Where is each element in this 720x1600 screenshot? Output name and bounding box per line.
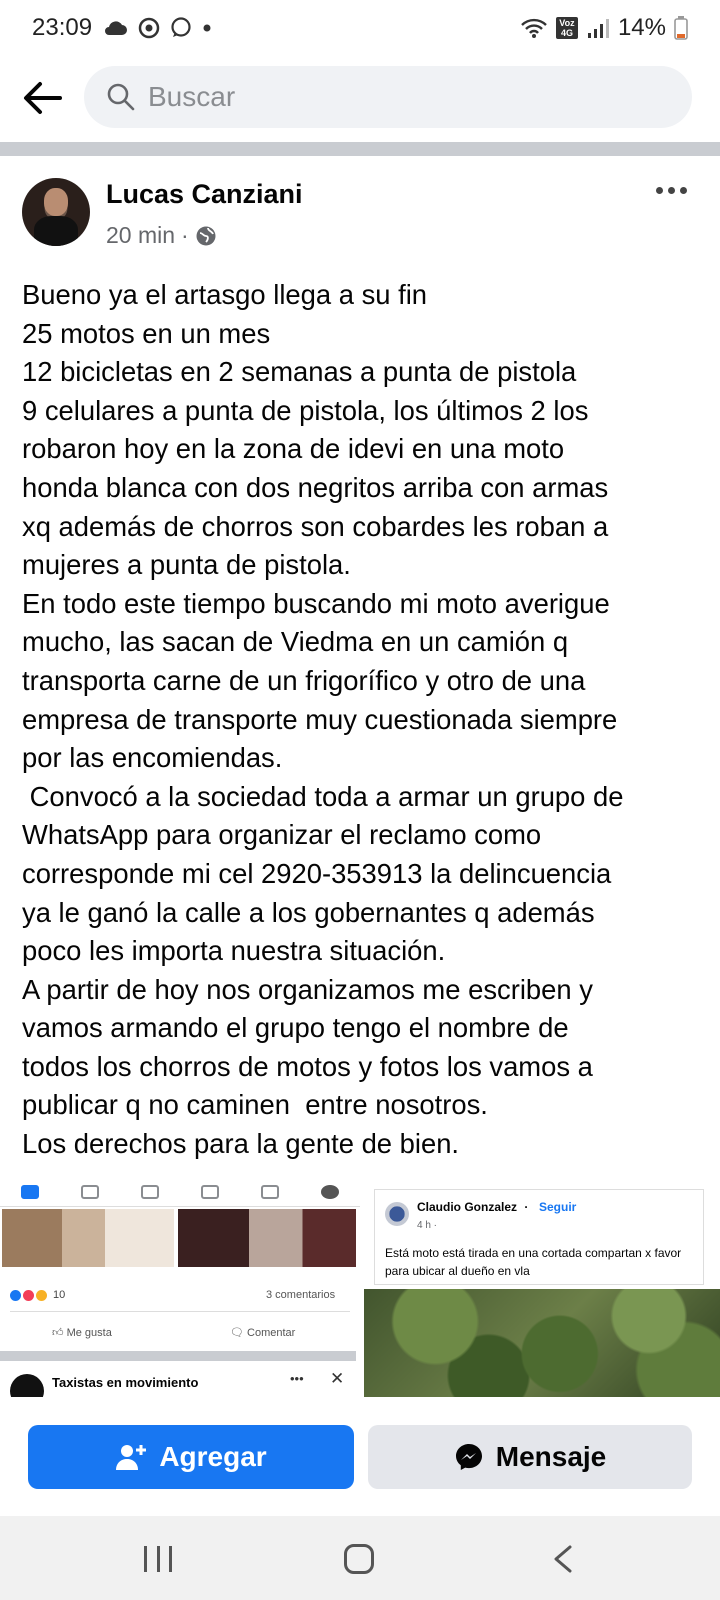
wow-reaction-icon <box>36 1290 47 1301</box>
shared-post-text: Está moto está tirada en una cortada compartan x favor para ubicar al dueño en vla <box>385 1246 682 1278</box>
thumbs-up-icon: 👍︎ <box>52 1327 64 1339</box>
reaction-count: 10 <box>53 1289 66 1301</box>
menu-avatar-icon <box>321 1185 339 1199</box>
close-icon: ✕ <box>330 1369 345 1388</box>
signal-icon <box>586 17 610 39</box>
like-label: Me gusta <box>66 1327 112 1339</box>
post-time[interactable]: 20 min <box>106 222 176 248</box>
comment-label: Comentar <box>247 1327 296 1339</box>
network-badge: Voz 4G <box>556 17 578 39</box>
post-text: Bueno ya el artasgo llega a su fin 25 motos en un mes 12 bicicletas en 2 semanas a punta de pistola 9 celulares a punta de pistola, los últimos 2 los robaron hoy en la zona de idevi en una moto honda blanca con dos negritos arriba con armas xq además de chorros son cobardes les roban a mujeres a punta de pistola. En todo este tiempo buscando mi moto averigue mucho, las sacan de Viedma en un camión q transporta carne de un frigorífico y otro de una empresa de transporte muy cuestionada siempre por las encomiendas. Convocó a la sociedad toda a armar un grupo de WhatsApp para organizar el reclamo como corresponde mi cel 2920-353913 la delincuencia ya le ganó la calle a los gobernantes q además poco les importa nuestra situación. A partir de hoy nos organizamos me escriben y vamos armando el grupo tengo el nombre de todos los chorros de motos y fotos los vamos a publicar q no caminen entre nosotros. Los derechos para la gente de bien. <box>22 279 624 1160</box>
whatsapp-icon <box>170 17 192 39</box>
magnifier-icon <box>106 82 136 112</box>
bell-icon <box>261 1185 279 1199</box>
battery-icon <box>674 16 688 40</box>
shared-post-author: Claudio Gonzalez · <box>417 1200 529 1214</box>
comment-count: 3 comentarios <box>266 1289 336 1301</box>
watch-icon <box>141 1185 159 1199</box>
add-person-icon <box>115 1443 147 1471</box>
next-post-title: Taxistas en movimiento <box>52 1375 199 1390</box>
feed-separator <box>0 1351 356 1361</box>
globe-icon <box>195 225 217 247</box>
friends-icon <box>81 1185 99 1199</box>
dot-icon <box>202 23 212 33</box>
post-meta <box>106 222 217 249</box>
follow-link: Seguir <box>539 1200 577 1214</box>
shared-post-time: 4 h · <box>417 1220 438 1231</box>
search-header <box>0 62 720 138</box>
home-button-icon[interactable] <box>344 1544 374 1574</box>
image-screenshot-left[interactable] <box>0 1177 360 1397</box>
group-avatar <box>10 1374 44 1397</box>
profile-icon <box>201 1185 219 1199</box>
status-time: 23:09 <box>32 14 93 41</box>
back-chevron-icon[interactable] <box>550 1544 576 1574</box>
love-reaction-icon <box>23 1290 34 1301</box>
follow-separator: · <box>524 1200 529 1214</box>
post-author[interactable]: Lucas Canziani <box>106 179 303 209</box>
photo-thumbnail <box>2 1209 174 1267</box>
meta-separator: · <box>181 222 189 248</box>
more-icon: ••• <box>290 1371 304 1386</box>
motorcycle-in-bushes-photo <box>364 1289 720 1397</box>
cloud-icon <box>102 19 128 37</box>
search-input[interactable] <box>84 66 692 128</box>
shared-post-card <box>374 1189 704 1285</box>
photo-thumbnail <box>178 1209 356 1267</box>
section-divider <box>0 142 720 156</box>
like-button <box>52 1326 112 1339</box>
search-placeholder: Buscar <box>148 81 236 112</box>
system-nav-bar <box>0 1516 720 1600</box>
arrow-left-icon[interactable] <box>20 76 64 120</box>
wifi-icon <box>520 17 548 39</box>
status-bar <box>0 0 720 56</box>
add-button-label: Agregar <box>159 1441 267 1472</box>
home-icon <box>21 1185 39 1199</box>
messenger-icon <box>454 1442 484 1472</box>
message-button-label: Mensaje <box>495 1441 607 1472</box>
reactions <box>10 1289 65 1301</box>
battery-percent: 14% <box>617 14 666 41</box>
fb-nav-bar <box>0 1177 360 1207</box>
add-friend-button[interactable] <box>28 1425 354 1489</box>
comment-button <box>230 1326 295 1339</box>
avatar <box>385 1202 409 1226</box>
divider <box>10 1311 350 1312</box>
recent-apps-icon[interactable] <box>144 1546 172 1572</box>
more-options-icon[interactable] <box>656 180 690 200</box>
speech-bubble-icon: 🗨︎ <box>230 1327 244 1339</box>
message-button[interactable] <box>368 1425 692 1489</box>
post-images[interactable] <box>0 1177 720 1397</box>
app-icon <box>138 17 160 39</box>
avatar[interactable] <box>22 178 90 246</box>
like-reaction-icon <box>10 1290 21 1301</box>
image-screenshot-right[interactable] <box>364 1177 720 1397</box>
